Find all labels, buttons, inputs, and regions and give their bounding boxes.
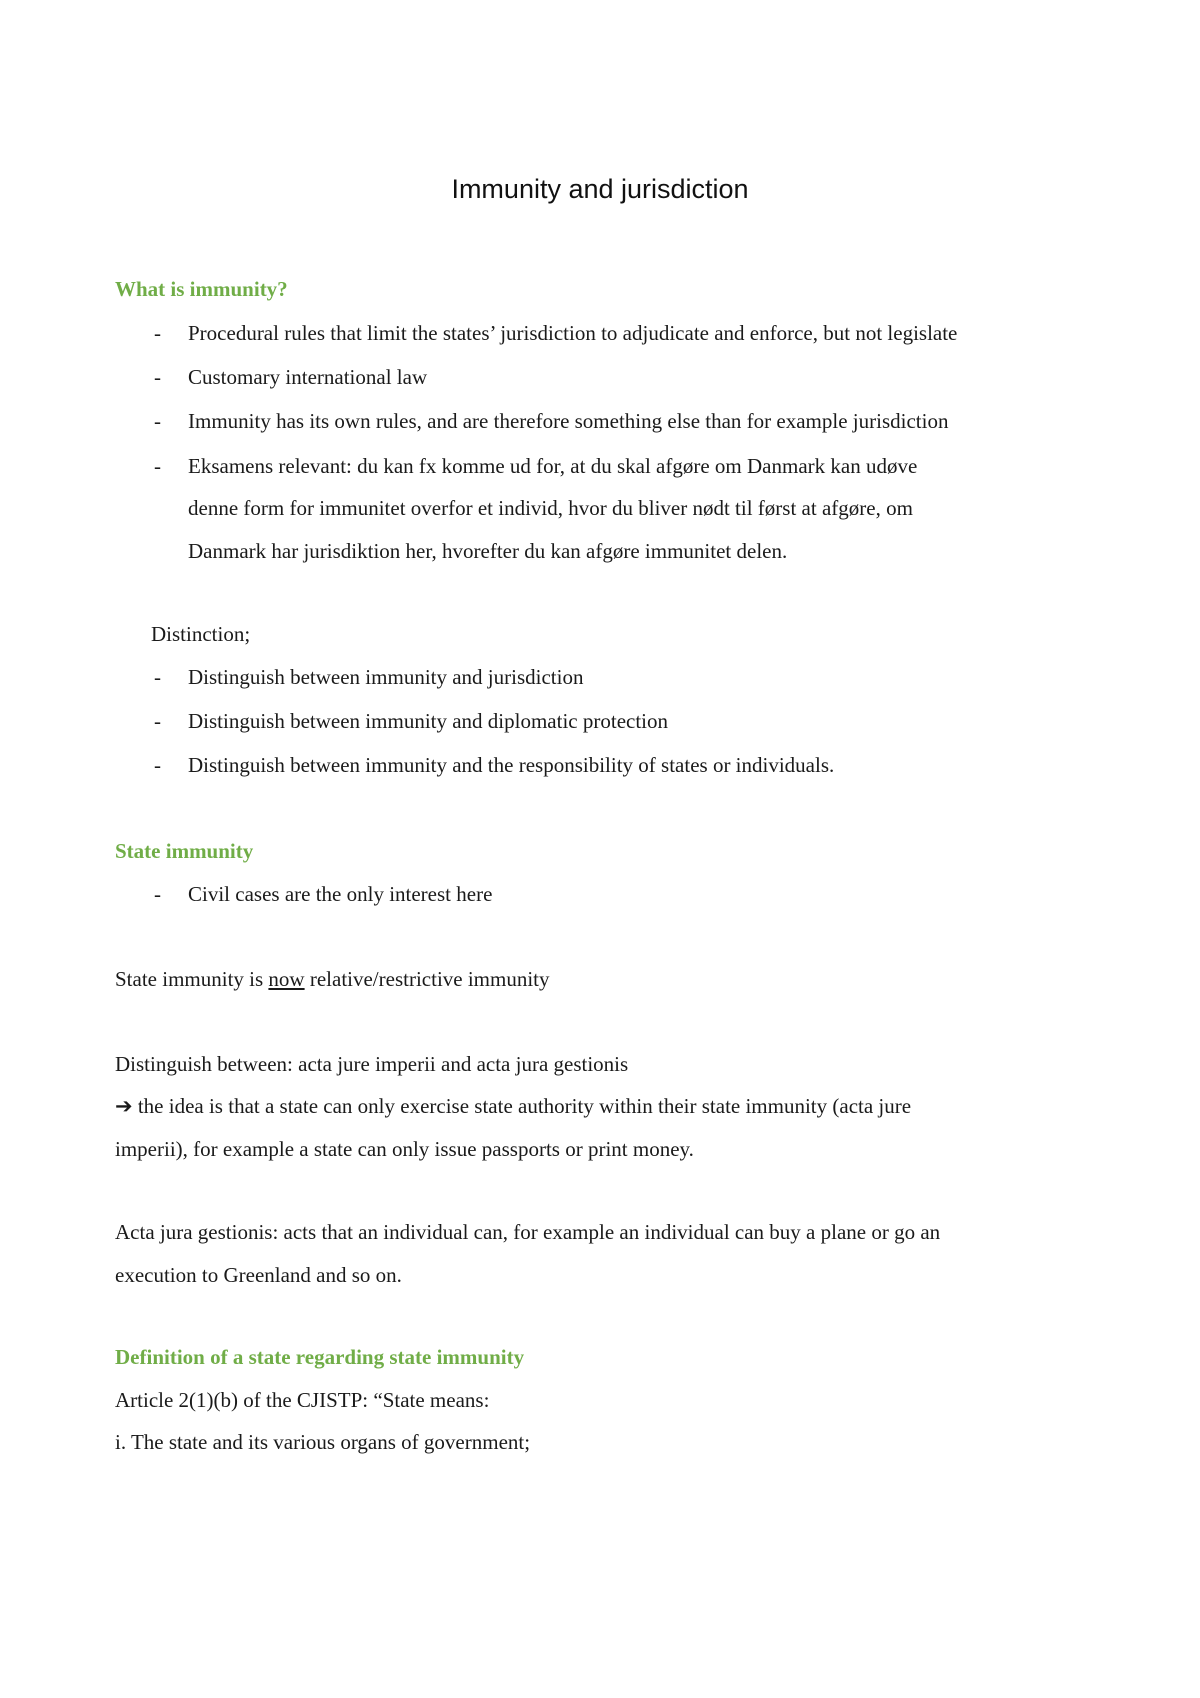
arrow-paragraph-line: ➔ the idea is that a state can only exercise state authority within their state immunity (acta jure <box>115 1094 912 1118</box>
bullet-dash: - <box>154 365 161 389</box>
bullet-dash: - <box>154 882 161 906</box>
bullet-dash: - <box>154 454 161 478</box>
gestionis-paragraph-line: execution to Greenland and so on. <box>115 1263 402 1287</box>
distinguish-paragraph: Distinguish between: acta jure imperii and acta jura gestionis <box>115 1052 629 1076</box>
restrictive-text-after: relative/restrictive immunity <box>304 967 550 991</box>
bullet-dash: - <box>154 753 161 777</box>
list-item: Civil cases are the only interest here <box>188 882 493 906</box>
list-item-exam-line: Danmark har jurisdiktion her, hvorefter du kan afgøre immunitet delen. <box>188 539 788 563</box>
section-heading-state-immunity: State immunity <box>115 839 254 863</box>
gestionis-paragraph-line: Acta jura gestionis: acts that an individual can, for example an individual can buy a plane or go an <box>115 1220 941 1244</box>
bullet-dash: - <box>154 709 161 733</box>
section-heading-what-is-immunity: What is immunity? <box>115 277 288 301</box>
list-item-exam-line: Eksamens relevant: du kan fx komme ud for, at du skal afgøre om Danmark kan udøve <box>188 454 918 478</box>
bullet-dash: - <box>154 665 161 689</box>
article-line: i. The state and its various organs of government; <box>115 1430 531 1454</box>
document-title: Immunity and jurisdiction <box>451 174 749 204</box>
list-item: Customary international law <box>188 365 428 389</box>
bullet-dash: - <box>154 321 161 345</box>
restrictive-text-before: State immunity is <box>115 967 269 991</box>
restrictive-immunity-paragraph <box>115 966 550 992</box>
list-item: Distinguish between immunity and diplomatic protection <box>188 709 669 733</box>
section-heading-definition-of-state: Definition of a state regarding state immunity <box>115 1345 525 1369</box>
article-line: Article 2(1)(b) of the CJISTP: “State means: <box>115 1388 490 1412</box>
list-item: Procedural rules that limit the states’ jurisdiction to adjudicate and enforce, but not legislate <box>188 321 958 345</box>
list-item: Distinguish between immunity and jurisdiction <box>188 665 584 689</box>
distinction-label: Distinction; <box>151 622 251 646</box>
list-item: Immunity has its own rules, and are therefore something else than for example jurisdiction <box>188 409 949 433</box>
list-item: Distinguish between immunity and the responsibility of states or individuals. <box>188 753 835 777</box>
list-item-exam-line: denne form for immunitet overfor et individ, hvor du bliver nødt til først at afgøre, om <box>188 496 913 520</box>
bullet-dash: - <box>154 409 161 433</box>
arrow-paragraph-line: imperii), for example a state can only issue passports or print money. <box>115 1137 694 1161</box>
underlined-word: now <box>268 967 305 991</box>
